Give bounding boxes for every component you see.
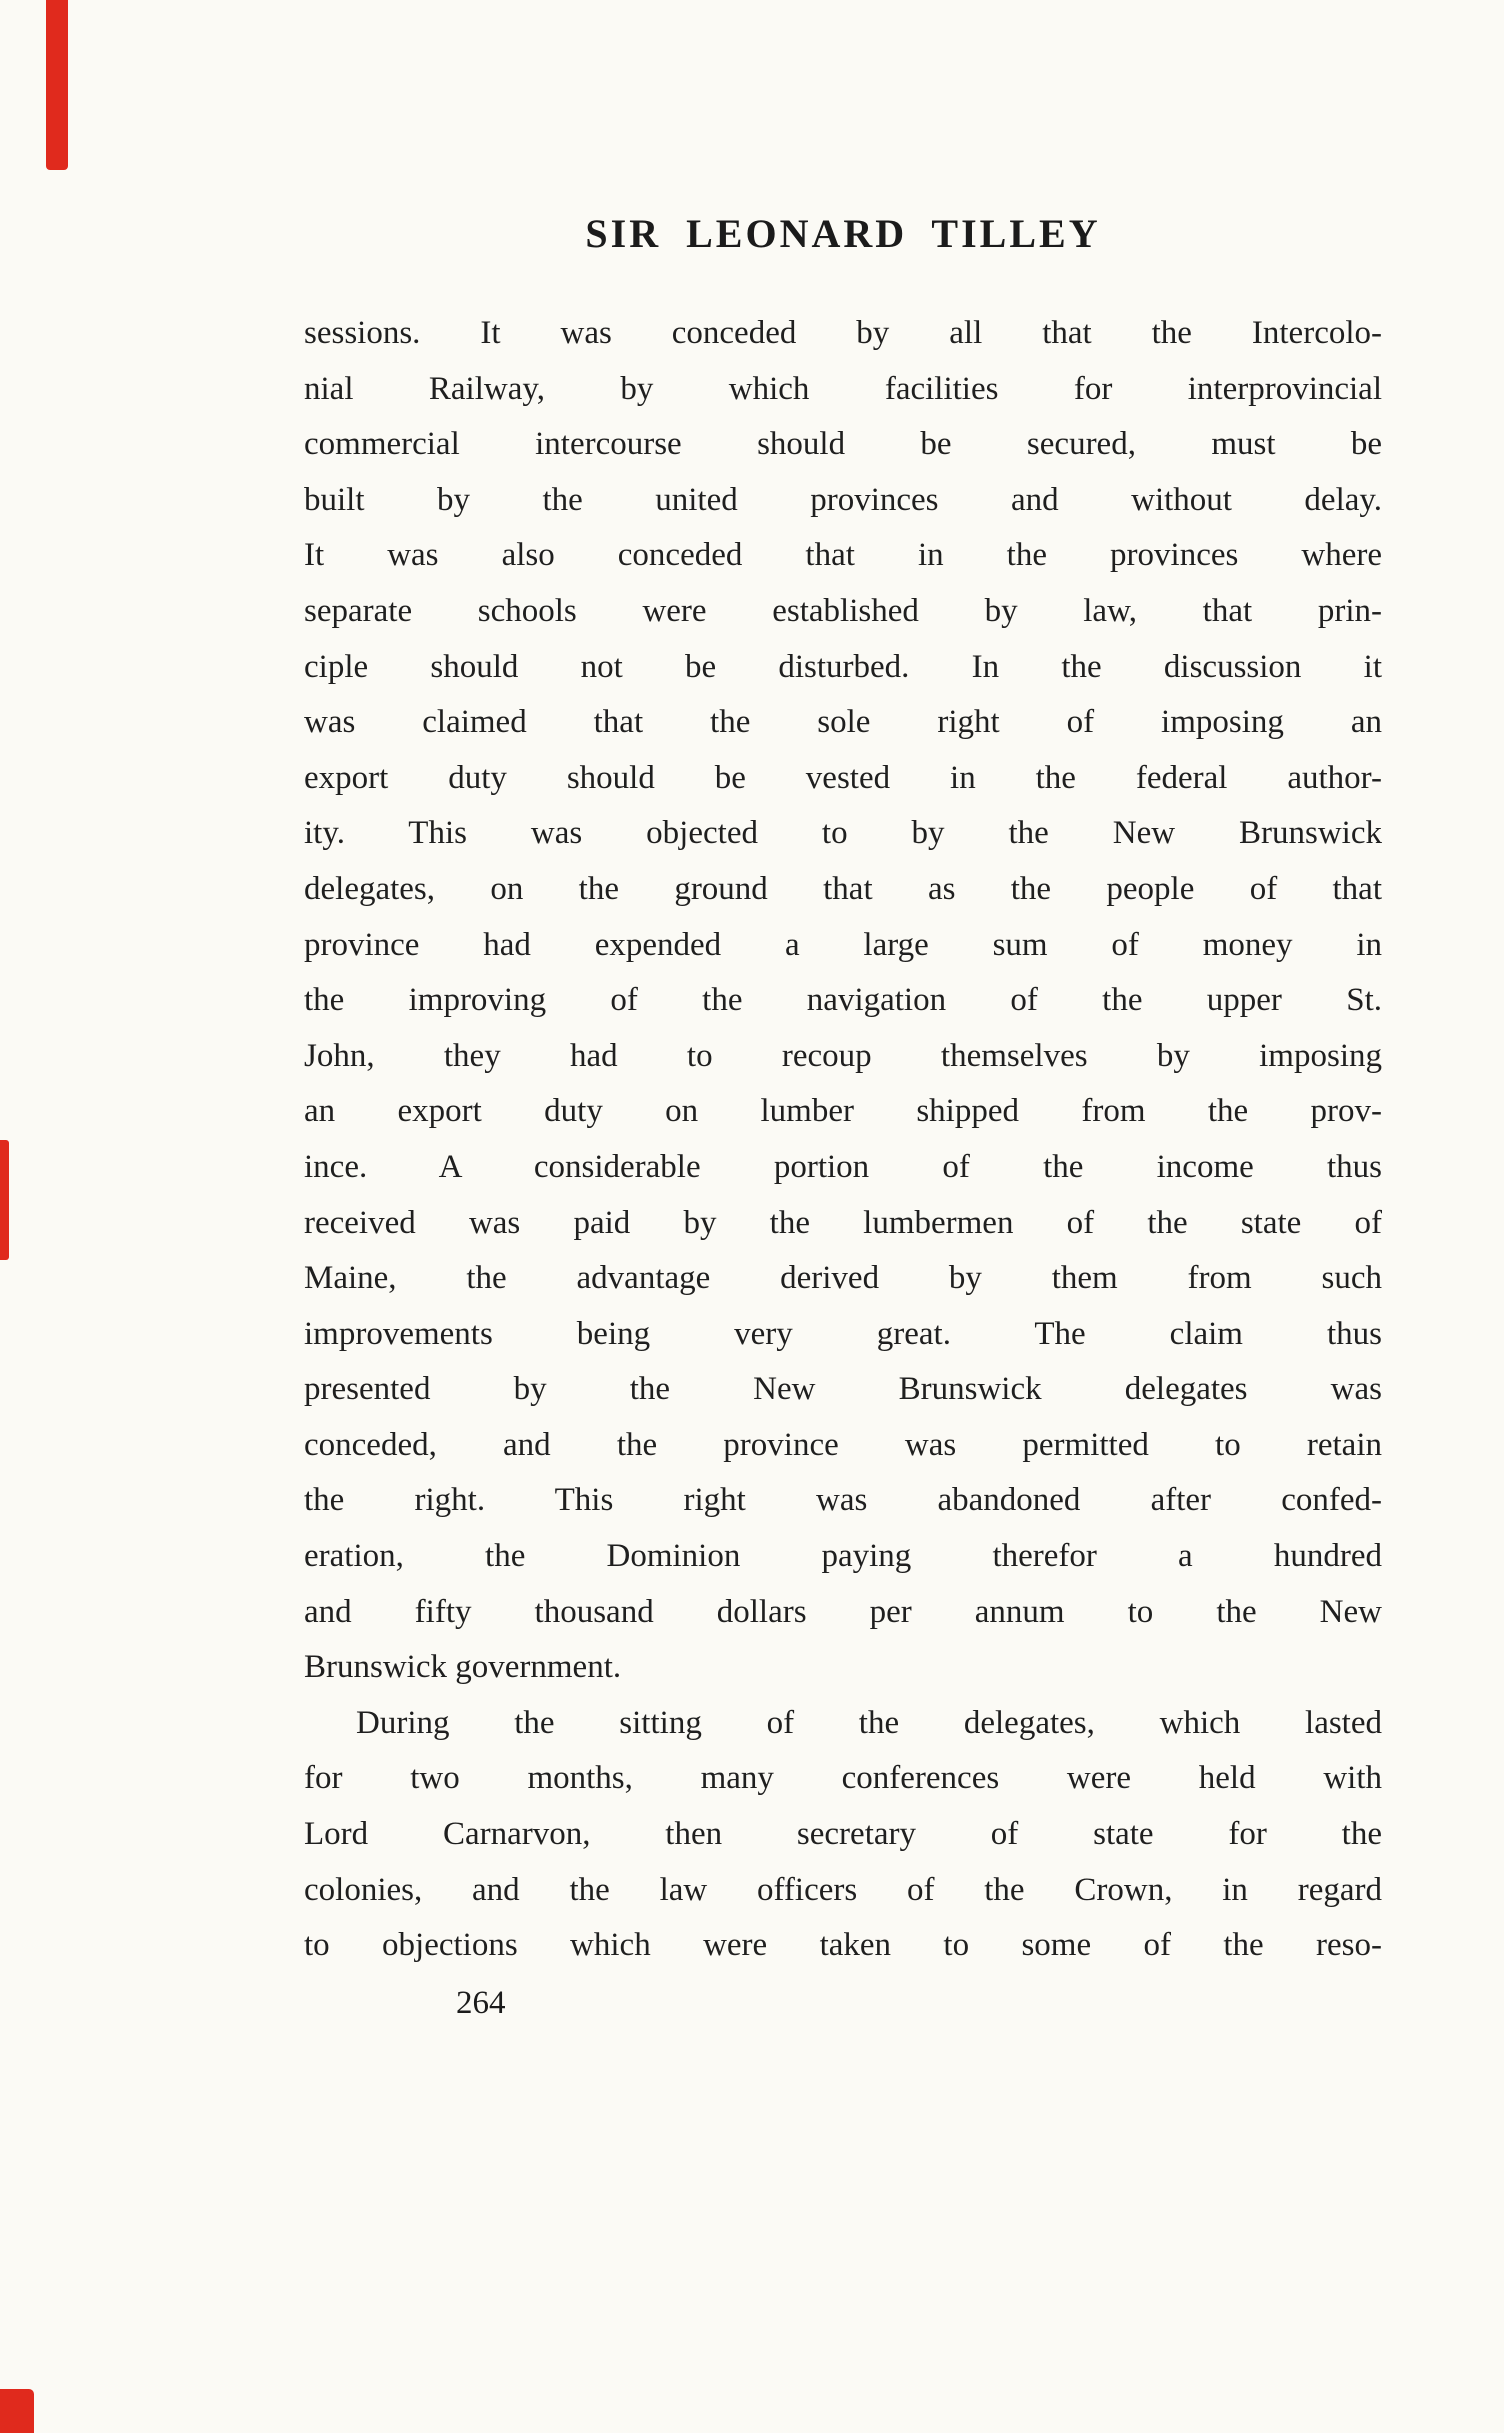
paragraph [304,1696,1382,1974]
running-head-title: SIR LEONARD TILLEY [585,211,1101,256]
text-line: ity. This was objected to by the New Brunswick [304,815,1382,852]
text-line: Lord Carnarvon, then secretary of state for the [304,1816,1382,1853]
text-line: colonies, and the law officers of the Crown, in regard [304,1871,1382,1908]
text-line: export duty should be vested in the federal author- [304,759,1382,796]
scan-artifact-bottom-left [0,2389,34,2433]
text-line: Maine, the advantage derived by them from such [304,1260,1382,1297]
text-line: John, they had to recoup themselves by imposing [304,1037,1382,1074]
text-line: ciple should not be disturbed. In the discussion it [304,648,1382,685]
paragraph [304,306,1382,1696]
text-line: and fifty thousand dollars per annum to the New [304,1593,1382,1630]
text-line: presented by the New Brunswick delegates was [304,1371,1382,1408]
text-line: eration, the Dominion paying therefor a hundred [304,1538,1382,1575]
text-line: separate schools were established by law, that prin- [304,592,1382,629]
text-line: conceded, and the province was permitted to retain [304,1426,1382,1463]
text-line: During the sitting of the delegates, which lasted [356,1704,1382,1741]
text-line: sessions. It was conceded by all that the Intercolo- [304,315,1382,351]
text-line: ince. A considerable portion of the income thus [304,1148,1382,1185]
text-line: It was also conceded that in the provinces where [304,537,1382,574]
text-line: delegates, on the ground that as the people of that [304,870,1382,907]
text-line: was claimed that the sole right of imposing an [304,704,1382,741]
text-line: Brunswick government. [304,1649,622,1686]
text-line: commercial intercourse should be secured, must be [304,426,1382,463]
text-line: improvements being very great. The claim thus [304,1315,1382,1352]
text-line: the improving of the navigation of the upper St. [304,982,1382,1019]
scan-artifact-left-middle [0,1140,9,1260]
text-line: received was paid by the lumbermen of the state of [304,1204,1382,1241]
text-line: built by the united provinces and without delay. [304,481,1382,518]
page-number: 264 [456,1984,506,2021]
text-line: nial Railway, by which facilities for interprovincial [304,370,1382,407]
page-content [304,210,1382,2031]
text-block [304,306,1382,1974]
text-line: to objections which were taken to some of the reso- [304,1927,1382,1964]
scan-artifact-top-left [46,0,68,170]
text-line: an export duty on lumber shipped from the prov- [304,1093,1382,1130]
text-line: province had expended a large sum of money in [304,926,1382,963]
text-line: the right. This right was abandoned after confed- [304,1482,1382,1519]
text-line: for two months, many conferences were held with [304,1760,1382,1797]
